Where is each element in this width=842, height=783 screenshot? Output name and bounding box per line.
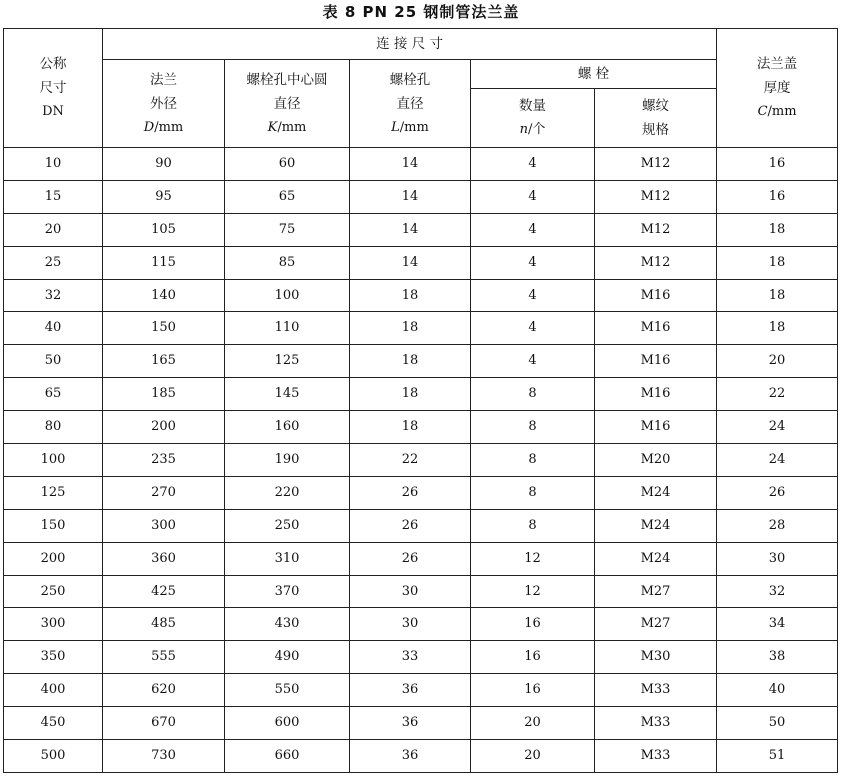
unit-mm: /mm [154,119,184,135]
header-thread-spec-line2: 规格 [642,122,670,138]
cell-bolt-circle: 110 [225,312,350,345]
header-bolt-hole-line2: 直径 [396,95,424,112]
table-header [4,29,838,148]
cell-bolt-circle: 310 [225,542,350,575]
cell-flange-od: 90 [103,148,225,181]
cell-bolt-hole: 14 [350,246,471,279]
cell-cover-thickness: 30 [717,542,838,575]
cell-bolt-qty: 4 [471,180,595,213]
header-bolt-qty-unit-line [471,118,594,142]
cell-bolt-circle: 600 [225,707,350,740]
cell-bolt-qty: 8 [471,444,595,477]
cell-bolt-qty: 4 [471,345,595,378]
cell-flange-od: 670 [103,707,225,740]
table-row [4,740,838,773]
cell-cover-thickness: 24 [717,411,838,444]
cell-bolt-hole: 36 [350,740,471,773]
header-bolt-hole-line1: 螺栓孔 [389,71,431,88]
cell-nominal-size: 20 [4,213,103,246]
cell-nominal-size: 25 [4,246,103,279]
table-row [4,509,838,542]
cell-bolt-hole: 26 [350,542,471,575]
cell-bolt-circle: 100 [225,279,350,312]
table-row [4,542,838,575]
flange-cover-table [3,28,838,773]
cell-thread-spec: M16 [595,378,717,411]
header-bolt-circle-unit-line [225,116,349,140]
cell-nominal-size: 32 [4,279,103,312]
header-bolt-qty [471,89,595,148]
cell-flange-od: 105 [103,213,225,246]
unit-mm: /mm [399,119,429,135]
cell-cover-thickness: 26 [717,476,838,509]
header-flange-od-line1: 法兰 [150,71,177,88]
cell-thread-spec: M16 [595,345,717,378]
cell-flange-od: 360 [103,542,225,575]
cell-cover-thickness: 32 [717,575,838,608]
header-nominal-size-line2: 尺寸 [39,80,67,96]
unit-pieces: /个 [527,122,546,137]
header-nominal-size-line1: 公称 [39,56,67,72]
cell-bolt-circle: 160 [225,411,350,444]
header-bolt-qty-line1: 数量 [519,98,546,114]
cell-cover-thickness: 50 [717,707,838,740]
header-cover-thickness-unit-line [717,100,837,124]
cell-cover-thickness: 24 [717,444,838,477]
header-bolt-circle-line1: 螺栓孔中心圆 [246,71,328,88]
header-cover-thickness-line2: 厚度 [763,80,791,96]
table-row [4,148,838,181]
cell-nominal-size: 40 [4,312,103,345]
table-row [4,444,838,477]
cell-bolt-qty: 4 [471,213,595,246]
cell-bolt-hole: 18 [350,345,471,378]
table-row [4,608,838,641]
cell-nominal-size: 350 [4,641,103,674]
cell-bolt-hole: 18 [350,378,471,411]
cell-bolt-hole: 18 [350,411,471,444]
cell-nominal-size: 80 [4,411,103,444]
cell-bolt-hole: 30 [350,608,471,641]
header-bolt-circle [225,60,350,148]
cell-bolt-circle: 250 [225,509,350,542]
unit-mm: /mm [767,104,797,119]
cell-thread-spec: M27 [595,608,717,641]
table-title: 表 8 PN 25 钢制管法兰盖 [322,3,520,21]
cell-bolt-circle: 190 [225,444,350,477]
cell-bolt-qty: 20 [471,707,595,740]
cell-flange-od: 555 [103,641,225,674]
cell-nominal-size: 125 [4,476,103,509]
cell-cover-thickness: 22 [717,378,838,411]
cell-cover-thickness: 40 [717,674,838,707]
symbol-d: D [143,119,155,135]
header-bolt: 螺 栓 [471,60,717,89]
cell-bolt-qty: 8 [471,509,595,542]
symbol-l: L [391,119,400,135]
cell-cover-thickness: 18 [717,279,838,312]
cell-flange-od: 200 [103,411,225,444]
cell-flange-od: 730 [103,740,225,773]
cell-flange-od: 185 [103,378,225,411]
cell-nominal-size: 250 [4,575,103,608]
cell-bolt-qty: 8 [471,476,595,509]
cell-bolt-qty: 4 [471,246,595,279]
table-row [4,279,838,312]
cell-bolt-qty: 4 [471,148,595,181]
cell-flange-od: 300 [103,509,225,542]
cell-thread-spec: M12 [595,246,717,279]
cell-bolt-hole: 30 [350,575,471,608]
header-thread-spec-line1: 螺纹 [642,98,670,114]
table-row [4,476,838,509]
cell-bolt-circle: 75 [225,213,350,246]
cell-bolt-qty: 4 [471,279,595,312]
cell-bolt-circle: 60 [225,148,350,181]
cell-bolt-hole: 18 [350,312,471,345]
cell-cover-thickness: 28 [717,509,838,542]
cell-thread-spec: M24 [595,476,717,509]
cell-bolt-circle: 370 [225,575,350,608]
cell-flange-od: 150 [103,312,225,345]
cell-bolt-hole: 33 [350,641,471,674]
cell-flange-od: 95 [103,180,225,213]
cell-cover-thickness: 18 [717,246,838,279]
cell-bolt-hole: 26 [350,509,471,542]
cell-bolt-qty: 12 [471,575,595,608]
cell-flange-od: 620 [103,674,225,707]
header-flange-od-line2: 外径 [150,95,177,112]
cell-thread-spec: M24 [595,509,717,542]
cell-cover-thickness: 51 [717,740,838,773]
table-row [4,674,838,707]
symbol-c: C [757,104,768,119]
cell-flange-od: 165 [103,345,225,378]
unit-mm: /mm [277,119,307,135]
cell-thread-spec: M12 [595,213,717,246]
header-flange-od [103,60,225,148]
header-flange-od-unit-line [103,116,224,140]
table-row [4,411,838,444]
cell-bolt-qty: 4 [471,312,595,345]
cell-thread-spec: M16 [595,279,717,312]
header-cover-thickness [717,29,838,148]
cell-bolt-hole: 22 [350,444,471,477]
cell-nominal-size: 300 [4,608,103,641]
header-connection-dimensions: 连 接 尺 寸 [103,29,717,60]
cell-bolt-qty: 8 [471,378,595,411]
header-thread-spec [595,89,717,148]
symbol-k: K [267,119,278,135]
table-row [4,345,838,378]
cell-bolt-hole: 14 [350,148,471,181]
cell-thread-spec: M24 [595,542,717,575]
symbol-n: n [519,122,528,137]
cell-nominal-size: 15 [4,180,103,213]
cell-nominal-size: 65 [4,378,103,411]
cell-cover-thickness: 34 [717,608,838,641]
cell-thread-spec: M27 [595,575,717,608]
table-row [4,641,838,674]
cell-nominal-size: 150 [4,509,103,542]
cell-nominal-size: 100 [4,444,103,477]
cell-thread-spec: M33 [595,740,717,773]
cell-bolt-circle: 660 [225,740,350,773]
cell-bolt-hole: 36 [350,674,471,707]
cell-cover-thickness: 18 [717,312,838,345]
cell-bolt-circle: 430 [225,608,350,641]
cell-bolt-qty: 12 [471,542,595,575]
table-row [4,312,838,345]
header-nominal-size-line3: DN [42,104,64,119]
cell-flange-od: 485 [103,608,225,641]
header-bolt-circle-line2: 直径 [273,95,301,112]
cell-cover-thickness: 16 [717,180,838,213]
header-nominal-size [4,29,103,148]
cell-bolt-hole: 26 [350,476,471,509]
cell-flange-od: 140 [103,279,225,312]
header-bolt-hole-unit-line [350,116,470,140]
cell-thread-spec: M20 [595,444,717,477]
table-row [4,180,838,213]
cell-flange-od: 425 [103,575,225,608]
cell-bolt-circle: 490 [225,641,350,674]
cell-flange-od: 270 [103,476,225,509]
cell-cover-thickness: 16 [717,148,838,181]
cell-bolt-qty: 16 [471,674,595,707]
cell-bolt-hole: 36 [350,707,471,740]
cell-nominal-size: 50 [4,345,103,378]
cell-thread-spec: M12 [595,148,717,181]
cell-nominal-size: 200 [4,542,103,575]
cell-flange-od: 115 [103,246,225,279]
table-body [4,148,838,773]
cell-flange-od: 235 [103,444,225,477]
cell-bolt-qty: 16 [471,641,595,674]
cell-bolt-hole: 14 [350,213,471,246]
cell-thread-spec: M33 [595,674,717,707]
cell-bolt-qty: 8 [471,411,595,444]
cell-cover-thickness: 20 [717,345,838,378]
table-row [4,575,838,608]
cell-thread-spec: M33 [595,707,717,740]
cell-bolt-qty: 16 [471,608,595,641]
header-bolt-hole [350,60,471,148]
cell-bolt-qty: 20 [471,740,595,773]
cell-thread-spec: M30 [595,641,717,674]
cell-bolt-circle: 125 [225,345,350,378]
cell-thread-spec: M16 [595,411,717,444]
cell-thread-spec: M16 [595,312,717,345]
cell-bolt-circle: 550 [225,674,350,707]
cell-bolt-hole: 18 [350,279,471,312]
cell-thread-spec: M12 [595,180,717,213]
cell-bolt-hole: 14 [350,180,471,213]
cell-bolt-circle: 65 [225,180,350,213]
cell-nominal-size: 10 [4,148,103,181]
cell-nominal-size: 450 [4,707,103,740]
table-row [4,246,838,279]
cell-bolt-circle: 145 [225,378,350,411]
header-cover-thickness-line1: 法兰盖 [756,56,798,72]
cell-nominal-size: 500 [4,740,103,773]
cell-bolt-circle: 220 [225,476,350,509]
cell-cover-thickness: 38 [717,641,838,674]
cell-cover-thickness: 18 [717,213,838,246]
cell-nominal-size: 400 [4,674,103,707]
table-row [4,378,838,411]
table-row [4,707,838,740]
cell-bolt-circle: 85 [225,246,350,279]
table-row [4,213,838,246]
